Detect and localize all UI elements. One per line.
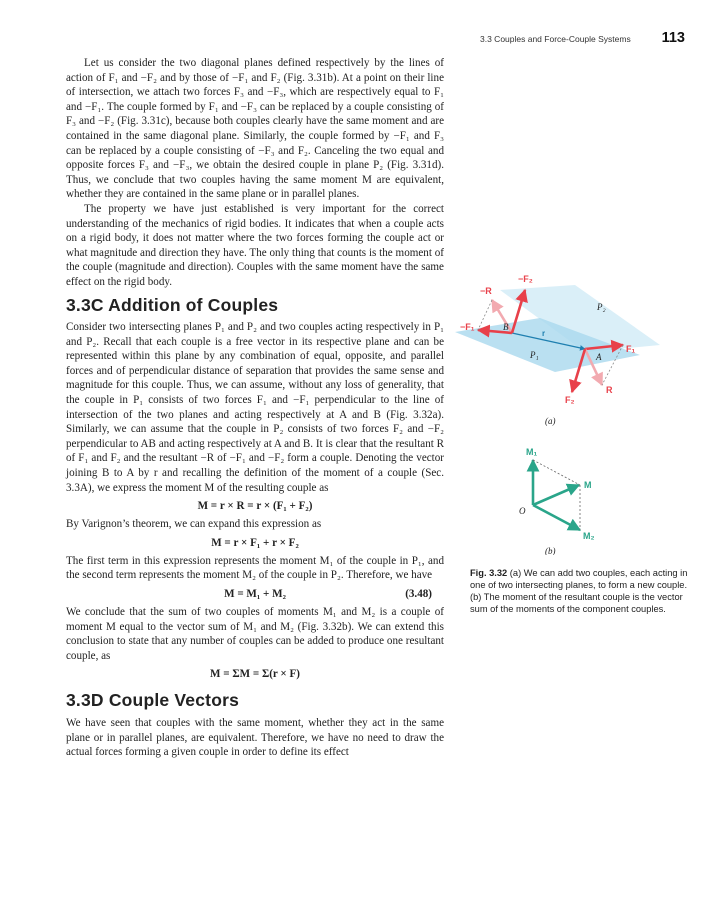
caption-text: (a) We can add two couples, each acting in one of two intersecting planes, to form a new couple. (b) The moment of the resultant couple is the vector sum of the moments of the component couples. xyxy=(470,568,688,614)
equation xyxy=(66,663,444,685)
running-header xyxy=(480,30,685,46)
equation-text: M = ΣM = Σ(r × F) xyxy=(210,668,300,681)
equation-text: M = r × R = r × (F₁ + F₂) xyxy=(197,499,313,512)
figure-3-32 xyxy=(452,255,697,555)
equation-text: M = M₁ + M₂ xyxy=(224,587,286,600)
paragraph: We have seen that couples with the same moment, whether they act in the same plane or in parallel planes, are equivalent. Therefore, we have no need to draw the actual forces forming a given couple in order to define its effect xyxy=(66,716,444,759)
label-r-bold: R xyxy=(606,385,613,395)
m2-vector xyxy=(533,505,580,530)
label-subfig-a: (a) xyxy=(545,416,556,426)
caption-label: Fig. 3.32 xyxy=(470,568,508,578)
couple-dash xyxy=(478,300,492,330)
running-header-section: 3.3 Couples and Force-Couple Systems xyxy=(480,34,631,44)
label-minus-r: −R xyxy=(480,286,492,296)
paragraph: The property we have just established is very important for the correct understanding of the mechanics of rigid bodies. It indicates that when a couple acts on a rigid body, it does not matter where the two forces forming the couple act or what magnitude and direction they have. The only thing that counts is the moment of the couple (magnitude and direction). Couples with the same moment have the same effect on the rigid body. xyxy=(66,202,444,288)
equation-numbered xyxy=(66,583,444,605)
label-m2: M₂ xyxy=(583,531,595,541)
equation xyxy=(66,495,444,517)
label-r: r xyxy=(542,329,546,338)
parallelogram-dash xyxy=(533,460,580,485)
section-heading-3c: 3.3C Addition of Couples xyxy=(66,294,279,315)
paragraph: Let us consider the two diagonal planes defined respectively by the lines of action of F₁ and −F₂ and by those of −F₁ and F₂ (Fig. 3.31b). At a point on their line of intersection, we attach two forces F₃ and −F₃, which are respectively equal to F₁ and −F₁. The couple formed by F₁ and −F₃ can be replaced by a couple consisting of F₃ and −F₂ (Fig. 3.31c), because both couples clearly have the same moment and are contained in the same diagonal plane. Similarly, the couple formed by −F₁ and F₃ can be replaced by a couple consisting of −F₃ and F₂. Canceling the two equal and opposite forces F₃ and −F₃, we obtain the desired couple in plane P₂ (Fig. 3.31d). Thus, we conclude that two couples having the same moment M are equivalent, whether they are contained in the same plane or in parallel planes. xyxy=(66,57,444,201)
paragraph: Consider two intersecting planes P₁ and P₂ and two couples acting respectively in P₁ and P₂. Recall that each couple is a free vector in its respective plane and can be represented within this plane by any combination of equal, opposite, and parallel forces and of perpendicular distance of separation that provides the same sense and magnitude for this couple. Thus, we can assume, without any loss of generality, that the couple in P₁ consists of two forces F₁ and −F₁ perpendicular to the line of intersection of the two planes and acting respectively at A and B (Fig. 3.32a). Similarly, we can assume that the couple in P₂ consists of two forces F₂ and −F₂ perpendicular to AB and acting respectively at A and B. It is clear that the resultant R of F₁ and F₂ and the resultant −R of −F₁ and −F₂ form a couple. Denoting the vector joining B to A by r and recalling the definition of the moment of a couple (Sec. 3.3A), we express the moment M of the resulting couple as xyxy=(66,321,444,494)
label-p2: P₂ xyxy=(597,302,606,312)
paragraph: By Varignon’s theorem, we can expand this expression as xyxy=(66,518,322,531)
equation-number: (3.48) xyxy=(405,587,432,600)
label-minus-f1: −F₁ xyxy=(460,322,475,332)
m-vector xyxy=(533,485,579,505)
label-subfig-b: (b) xyxy=(545,546,556,555)
label-m: M xyxy=(584,480,592,490)
page-number: 113 xyxy=(661,30,685,46)
equation xyxy=(66,532,444,554)
paragraph: The first term in this expression represents the moment M₁ of the couple in P₁, and the second term represents the moment M₂ of the couple in P₂. Therefore, we have xyxy=(66,554,444,582)
label-p1: P₁ xyxy=(530,350,539,360)
label-f1: F₁ xyxy=(626,344,636,354)
equation-text: M = r × F₁ + r × F₂ xyxy=(211,536,299,549)
label-a: A xyxy=(596,352,602,362)
label-o: O xyxy=(519,506,526,516)
section-heading-3d: 3.3D Couple Vectors xyxy=(66,690,240,711)
figure-caption xyxy=(470,567,690,615)
label-m1: M₁ xyxy=(526,447,538,457)
label-minus-f2: −F₂ xyxy=(518,274,533,284)
label-f2: F₂ xyxy=(565,395,575,405)
main-text-column xyxy=(66,56,444,760)
paragraph: We conclude that the sum of two couples of moments M₁ and M₂ is a couple of moment M equal to the vector sum of M₁ and M₂ (Fig. 3.32b). We can extend this conclusion to state that any number of couples can be added to produce one resultant couple, as xyxy=(66,606,444,662)
label-b: B xyxy=(503,322,509,332)
